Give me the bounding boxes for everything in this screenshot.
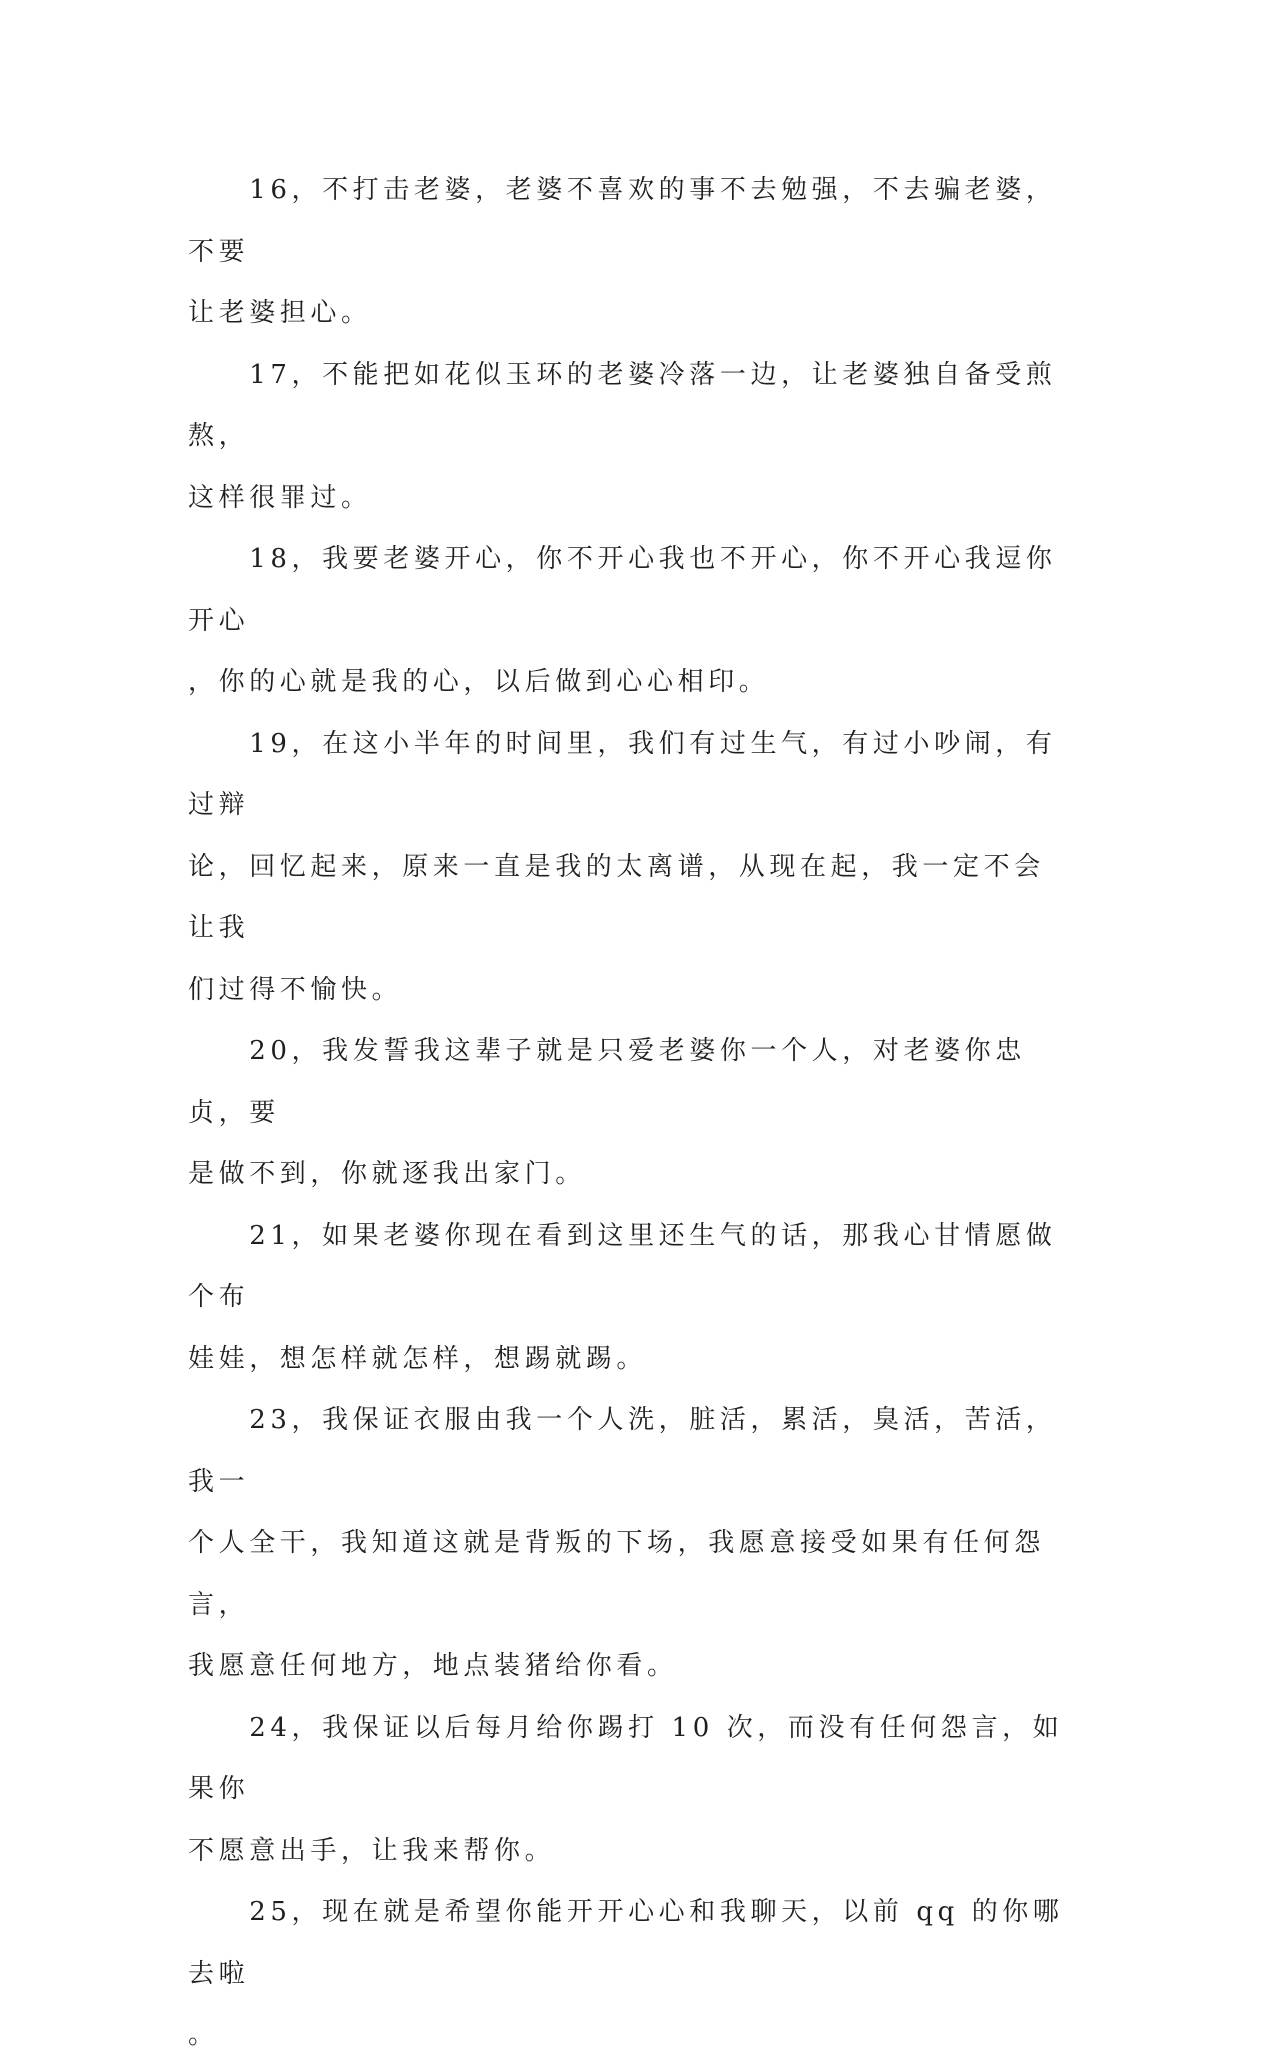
paragraph-17: 17，不能把如花似玉环的老婆冷落一边，让老婆独自备受煎熬， 这样很罪过。 [188,359,1057,513]
paragraph-21: 21，如果老婆你现在看到这里还生气的话，那我心甘情愿做个布 娃娃，想怎样就怎样，想踢就踢。 [188,1220,1057,1374]
paragraph-24: 24，我保证以后每月给你踢打 10 次，而没有任何怨言，如果你 不愿意出手，让我来帮你。 [188,1712,1064,1866]
document-body [188,160,1073,2067]
paragraph-19: 19，在这小半年的时间里，我们有过生气，有过小吵闹，有过辩 论，回忆起来，原来一直是我的太离谱，从现在起，我一定不会让我 们过得不愉快。 [188,728,1057,1005]
paragraph-18: 18，我要老婆开心，你不开心我也不开心，你不开心我逗你开心 ，你的心就是我的心，以后做到心心相印。 [188,544,1057,697]
paragraph-25: 25，现在就是希望你能开开心心和我聊天，以前 qq 的你哪去啦 。 [188,1897,1064,2050]
paragraph-23: 23，我保证衣服由我一个人洗，脏活，累活，臭活，苦活，我一 个人全干，我知道这就是背叛的下场，我愿意接受如果有任何怨言， 我愿意任何地方，地点装猪给你看。 [188,1405,1057,1681]
paragraph-16: 16，不打击老婆，老婆不喜欢的事不去勉强，不去骗老婆，不要 让老婆担心。 [188,175,1057,328]
paragraph-20: 20，我发誓我这辈子就是只爱老婆你一个人，对老婆你忠贞，要 是做不到，你就逐我出家门。 [188,1036,1026,1189]
